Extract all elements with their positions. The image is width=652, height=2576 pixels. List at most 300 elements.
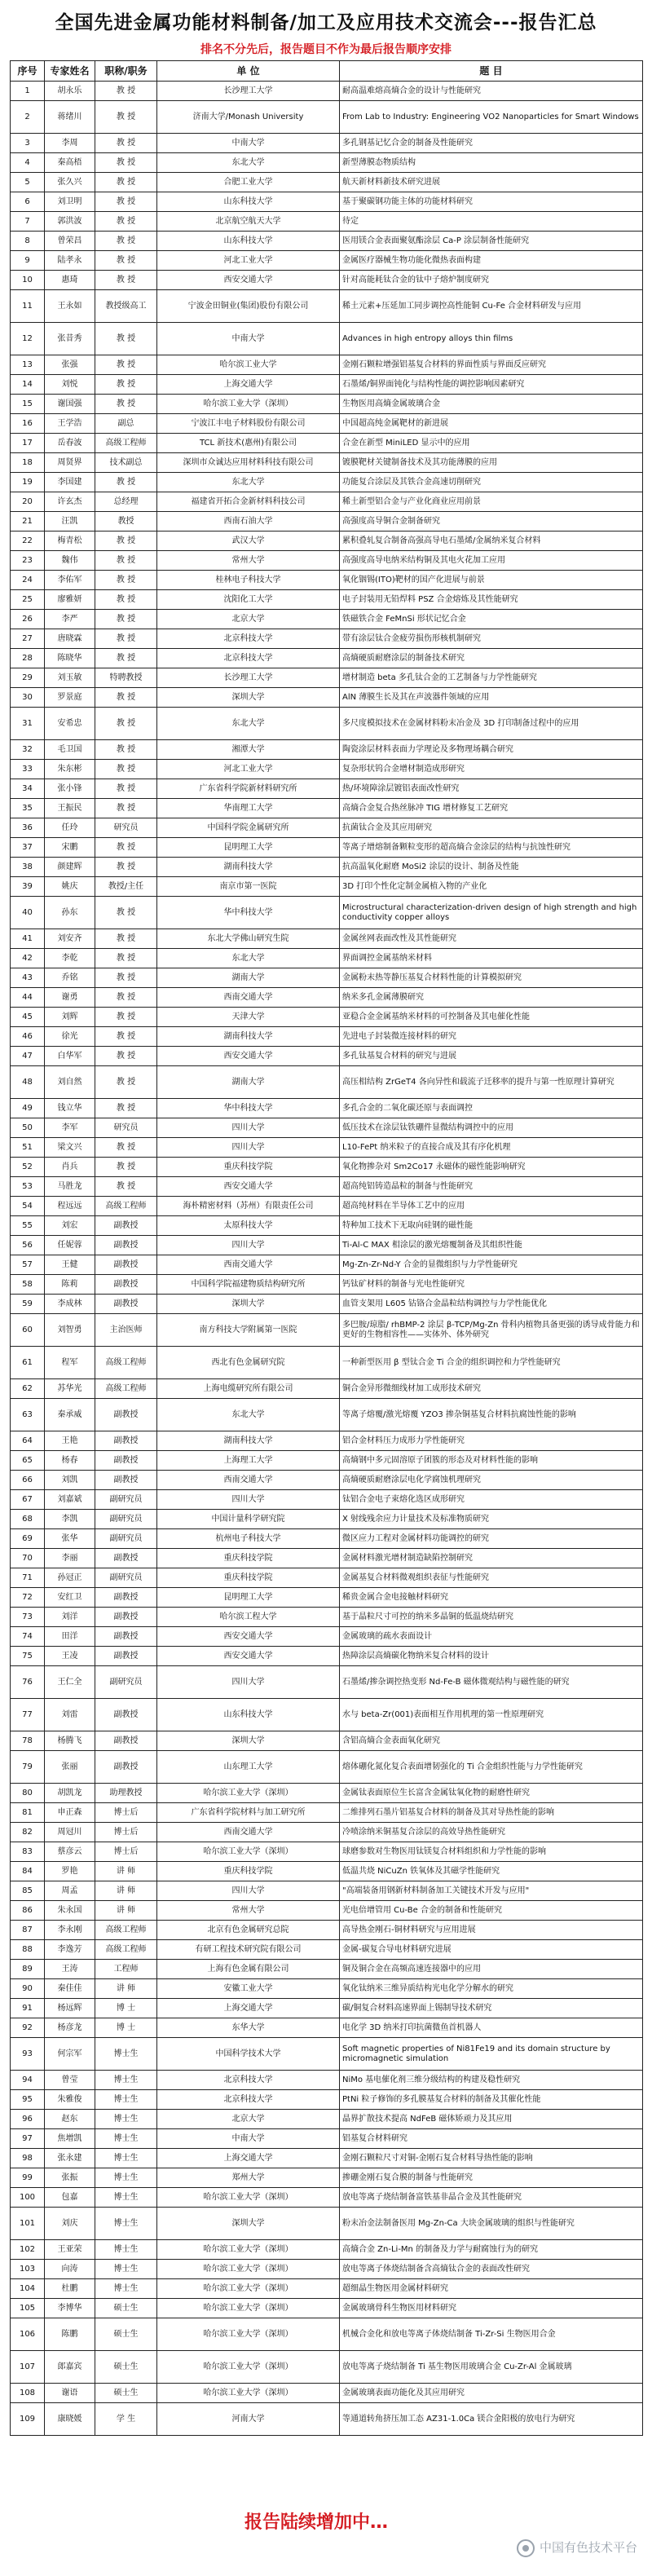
cell-unit: 哈尔滨工业大学（深圳） bbox=[157, 2279, 340, 2299]
cell-name: 陈莉 bbox=[45, 1275, 95, 1295]
cell-topic: 增材制造 beta 多孔钛合金的工艺制备与力学性能研究 bbox=[340, 668, 643, 688]
cell-name: 刘卫明 bbox=[45, 192, 95, 212]
cell-unit: 广东省科学院材料与加工研究所 bbox=[157, 1803, 340, 1823]
cell-no: 72 bbox=[11, 1588, 45, 1608]
cell-name: 王艳 bbox=[45, 1431, 95, 1451]
cell-name: 惠琦 bbox=[45, 271, 95, 290]
table-row bbox=[11, 2260, 643, 2279]
cell-title: 博士后 bbox=[95, 1823, 157, 1842]
cell-title: 教 授 bbox=[95, 532, 157, 551]
table-row bbox=[11, 434, 643, 453]
cell-title: 讲 师 bbox=[95, 1979, 157, 1999]
cell-unit: 上海交通大学 bbox=[157, 1999, 340, 2018]
cell-unit: 东华大学 bbox=[157, 2018, 340, 2038]
cell-title: 硕士生 bbox=[95, 2318, 157, 2351]
cell-no: 45 bbox=[11, 1008, 45, 1027]
cell-no: 12 bbox=[11, 323, 45, 355]
page-subtitle: 排名不分先后，报告题目不作为最后报告顺序安排 bbox=[200, 43, 452, 56]
table-row bbox=[11, 290, 643, 323]
cell-title: 总经理 bbox=[95, 492, 157, 512]
cell-unit: 湘潭大学 bbox=[157, 740, 340, 760]
cell-unit: 山东理工大学 bbox=[157, 1751, 340, 1784]
cell-title: 博 士 bbox=[95, 2018, 157, 2038]
cell-name: 毛卫国 bbox=[45, 740, 95, 760]
cell-name: 焦增凯 bbox=[45, 2129, 95, 2149]
cell-unit: 南京市第一医院 bbox=[157, 877, 340, 897]
cell-no: 74 bbox=[11, 1627, 45, 1647]
table-row bbox=[11, 629, 643, 649]
cell-no: 10 bbox=[11, 271, 45, 290]
cell-unit: 四川大学 bbox=[157, 1236, 340, 1255]
cell-unit: 哈尔滨工业大学（深圳） bbox=[157, 2318, 340, 2351]
cell-title: 教 授 bbox=[95, 153, 157, 173]
cell-topic: 热/环境障涂层镀铝表面改性研究 bbox=[340, 779, 643, 799]
cell-topic: 合金在新型 MiniLED 显示中的应用 bbox=[340, 434, 643, 453]
cell-title: 副研究员 bbox=[95, 1568, 157, 1588]
cell-name: 秦高梧 bbox=[45, 153, 95, 173]
cell-topic: From Lab to Industry: Engineering VO2 Nanoparticles for Smart Windows bbox=[340, 101, 643, 134]
cell-no: 108 bbox=[11, 2384, 45, 2403]
cell-no: 106 bbox=[11, 2318, 45, 2351]
cell-no: 101 bbox=[11, 2208, 45, 2240]
table-row bbox=[11, 414, 643, 434]
header-no: 序号 bbox=[11, 61, 45, 82]
cell-unit: 北京有色金属研究总院 bbox=[157, 1921, 340, 1940]
table-row bbox=[11, 1275, 643, 1295]
cell-no: 29 bbox=[11, 668, 45, 688]
cell-name: 周冠川 bbox=[45, 1823, 95, 1842]
cell-name: 包嘉 bbox=[45, 2188, 95, 2208]
cell-topic: Soft magnetic properties of Ni81Fe19 and its domain structure by micromagnetic simulation bbox=[340, 2038, 643, 2071]
cell-unit: 天津大学 bbox=[157, 1008, 340, 1027]
table-row bbox=[11, 1568, 643, 1588]
table-row bbox=[11, 473, 643, 492]
cell-unit: 哈尔滨工业大学（深圳） bbox=[157, 1842, 340, 1862]
cell-name: 李成林 bbox=[45, 1295, 95, 1314]
cell-unit: 安徽工业大学 bbox=[157, 1979, 340, 1999]
footer-note: 报告陆续增加中… bbox=[244, 2512, 388, 2533]
cell-unit: 重庆科技学院 bbox=[157, 1549, 340, 1568]
table-row bbox=[11, 2090, 643, 2110]
cell-name: 李丽 bbox=[45, 1549, 95, 1568]
cell-title: 教 授 bbox=[95, 355, 157, 375]
cell-name: 陆孝永 bbox=[45, 251, 95, 271]
cell-name: 朱东彬 bbox=[45, 760, 95, 779]
cell-name: 魏伟 bbox=[45, 551, 95, 571]
table-row bbox=[11, 1216, 643, 1236]
table-row bbox=[11, 1177, 643, 1197]
cell-topic: 高熵硬质耐磨涂层电化学腐蚀机理研究 bbox=[340, 1471, 643, 1490]
cell-title: 研究员 bbox=[95, 1118, 157, 1138]
table-row bbox=[11, 1158, 643, 1177]
cell-topic: 高熵硬质耐磨涂层的制备技术研究 bbox=[340, 649, 643, 668]
cell-title: 博士生 bbox=[95, 2090, 157, 2110]
cell-name: 李佑军 bbox=[45, 571, 95, 590]
table-row bbox=[11, 590, 643, 610]
cell-unit: 哈尔滨工业大学（深圳） bbox=[157, 2299, 340, 2318]
cell-title: 博 士 bbox=[95, 1999, 157, 2018]
cell-name: 岳春波 bbox=[45, 434, 95, 453]
cell-topic: 超高纯材料在半导体工艺中的应用 bbox=[340, 1197, 643, 1216]
cell-unit: 四川大学 bbox=[157, 1881, 340, 1901]
cell-unit: 北京大学 bbox=[157, 2110, 340, 2129]
cell-title: 教 授 bbox=[95, 271, 157, 290]
cell-topic: 金属-碳复合导电材料研究进展 bbox=[340, 1940, 643, 1960]
cell-name: 张久兴 bbox=[45, 173, 95, 192]
cell-no: 22 bbox=[11, 532, 45, 551]
cell-no: 99 bbox=[11, 2168, 45, 2188]
cell-no: 83 bbox=[11, 1842, 45, 1862]
cell-no: 36 bbox=[11, 818, 45, 838]
cell-unit: 东北大学 bbox=[157, 949, 340, 968]
table-row bbox=[11, 153, 643, 173]
table-row bbox=[11, 1431, 643, 1451]
cell-name: 秦佳佳 bbox=[45, 1979, 95, 1999]
cell-topic: 中国超高纯金属靶材的新进展 bbox=[340, 414, 643, 434]
cell-no: 70 bbox=[11, 1549, 45, 1568]
cell-no: 19 bbox=[11, 473, 45, 492]
cell-unit: 北京科技大学 bbox=[157, 629, 340, 649]
cell-topic: 粉末冶金法制备医用 Mg-Zn-Ca 大块金属玻璃的组织与性能研究 bbox=[340, 2208, 643, 2240]
table-row bbox=[11, 1138, 643, 1158]
cell-topic: 先进电子封装微连接材料的研究 bbox=[340, 1027, 643, 1047]
cell-name: 陈晓华 bbox=[45, 649, 95, 668]
cell-topic: 铝合金材料压力成形力学性能研究 bbox=[340, 1431, 643, 1451]
cell-topic: 针对高能耗钛合金的钛中子熔炉制度研究 bbox=[340, 271, 643, 290]
cell-title: 教 授 bbox=[95, 590, 157, 610]
table-row bbox=[11, 968, 643, 988]
table-row bbox=[11, 2299, 643, 2318]
cell-title: 副教授 bbox=[95, 1275, 157, 1295]
cell-unit: 重庆科技学院 bbox=[157, 1568, 340, 1588]
cell-name: 谢语 bbox=[45, 2384, 95, 2403]
cell-no: 28 bbox=[11, 649, 45, 668]
table-row bbox=[11, 929, 643, 949]
cell-unit: 上海交通大学 bbox=[157, 2149, 340, 2168]
cell-title: 教 授 bbox=[95, 760, 157, 779]
cell-topic: 陶瓷涂层材料表面力学理论及多物理场耦合研究 bbox=[340, 740, 643, 760]
cell-topic: 等离子熔覆/激光熔覆 YZO3 掺杂铜基复合材料抗腐蚀性能的影响 bbox=[340, 1399, 643, 1431]
cell-title: 副教授 bbox=[95, 1627, 157, 1647]
cell-no: 89 bbox=[11, 1960, 45, 1979]
cell-unit: 中南大学 bbox=[157, 323, 340, 355]
cell-title: 讲 师 bbox=[95, 1901, 157, 1921]
cell-name: 廖雅妍 bbox=[45, 590, 95, 610]
cell-title: 高级工程师 bbox=[95, 1347, 157, 1379]
table-row bbox=[11, 1921, 643, 1940]
cell-no: 66 bbox=[11, 1471, 45, 1490]
cell-topic: 水与 beta-Zr(001)表面相互作用机理的第一性原理研究 bbox=[340, 1699, 643, 1731]
cell-name: 曾莹 bbox=[45, 2071, 95, 2090]
cell-no: 94 bbox=[11, 2071, 45, 2090]
cell-title: 教 授 bbox=[95, 1047, 157, 1066]
cell-no: 7 bbox=[11, 212, 45, 232]
cell-topic: 石墨烯/掺杂调控热变形 Nd-Fe-B 磁体微观结构与磁性能的研究 bbox=[340, 1666, 643, 1699]
cell-topic: 微区应力工程对金属材料功能调控的研究 bbox=[340, 1529, 643, 1549]
report-table bbox=[10, 60, 643, 2436]
table-row bbox=[11, 1803, 643, 1823]
table-row bbox=[11, 192, 643, 212]
table-row bbox=[11, 212, 643, 232]
table-row bbox=[11, 1118, 643, 1138]
cell-unit: 昆明理工大学 bbox=[157, 1588, 340, 1608]
cell-title: 教 授 bbox=[95, 551, 157, 571]
report-page bbox=[10, 7, 642, 2436]
cell-title: 教 授 bbox=[95, 929, 157, 949]
table-row bbox=[11, 988, 643, 1008]
cell-name: 王亚荣 bbox=[45, 2240, 95, 2260]
cell-title: 教 授 bbox=[95, 629, 157, 649]
cell-topic: 球磨参数对生物医用钛镁复合材料组织和力学性能的影响 bbox=[340, 1842, 643, 1862]
cell-no: 49 bbox=[11, 1099, 45, 1118]
cell-topic: 晶界扩散技术提高 NdFeB 磁体矫顽力及其应用 bbox=[340, 2110, 643, 2129]
cell-title: 教授 bbox=[95, 512, 157, 532]
cell-name: 王涛 bbox=[45, 1960, 95, 1979]
table-row bbox=[11, 1399, 643, 1431]
cell-name: 李博华 bbox=[45, 2299, 95, 2318]
cell-title: 教 授 bbox=[95, 949, 157, 968]
cell-name: 汪凯 bbox=[45, 512, 95, 532]
cell-topic: 特种加工技术下无取向硅钢的磁性能 bbox=[340, 1216, 643, 1236]
cell-name: 程军 bbox=[45, 1347, 95, 1379]
table-body bbox=[11, 82, 643, 2436]
cell-name: 杨春 bbox=[45, 1451, 95, 1471]
table-row bbox=[11, 1099, 643, 1118]
cell-title: 教 授 bbox=[95, 101, 157, 134]
table-row bbox=[11, 1347, 643, 1379]
cell-name: 白华军 bbox=[45, 1047, 95, 1066]
cell-topic: 铜合金异形微细线材加工成形技术研究 bbox=[340, 1379, 643, 1399]
cell-title: 教 授 bbox=[95, 838, 157, 858]
cell-name: 朱永国 bbox=[45, 1901, 95, 1921]
cell-unit: 上海电缆研究所有限公司 bbox=[157, 1379, 340, 1399]
cell-topic: X 射线残余应力计量技术及标准物质研究 bbox=[340, 1510, 643, 1529]
cell-unit: 南方科技大学附属第一医院 bbox=[157, 1314, 340, 1347]
cell-unit: 海朴精密材料（苏州）有限责任公司 bbox=[157, 1197, 340, 1216]
cell-unit: 中国科学技术大学 bbox=[157, 2038, 340, 2071]
cell-no: 86 bbox=[11, 1901, 45, 1921]
cell-no: 52 bbox=[11, 1158, 45, 1177]
cell-name: 孙东 bbox=[45, 897, 95, 929]
cell-no: 69 bbox=[11, 1529, 45, 1549]
table-row bbox=[11, 355, 643, 375]
cell-title: 硕士生 bbox=[95, 2299, 157, 2318]
table-row bbox=[11, 2240, 643, 2260]
cell-unit: 太原科技大学 bbox=[157, 1216, 340, 1236]
cell-title: 副研究员 bbox=[95, 1529, 157, 1549]
cell-title: 教 授 bbox=[95, 610, 157, 629]
cell-no: 39 bbox=[11, 877, 45, 897]
cell-no: 61 bbox=[11, 1347, 45, 1379]
cell-title: 教 授 bbox=[95, 799, 157, 818]
cell-topic: 高强度高导铜合金制备研究 bbox=[340, 512, 643, 532]
cell-topic: 医用镁合金表面聚氨酯涂层 Ca-P 涂层制备性能研究 bbox=[340, 232, 643, 251]
cell-name: 乔铭 bbox=[45, 968, 95, 988]
table-row bbox=[11, 688, 643, 708]
cell-no: 60 bbox=[11, 1314, 45, 1347]
cell-unit: 西安交通大学 bbox=[157, 1647, 340, 1666]
table-row bbox=[11, 1784, 643, 1803]
cell-unit: TCL 新技术(惠州)有限公司 bbox=[157, 434, 340, 453]
cell-no: 23 bbox=[11, 551, 45, 571]
cell-unit: 湖南科技大学 bbox=[157, 1431, 340, 1451]
cell-no: 90 bbox=[11, 1979, 45, 1999]
cell-unit: 哈尔滨工业大学（深圳） bbox=[157, 2384, 340, 2403]
cell-topic: 氧化钛纳米三维异质结构光电化学分解水的研究 bbox=[340, 1979, 643, 1999]
cell-title: 教 授 bbox=[95, 1138, 157, 1158]
table-row bbox=[11, 858, 643, 877]
cell-unit: 济南大学/Monash University bbox=[157, 101, 340, 134]
cell-no: 98 bbox=[11, 2149, 45, 2168]
cell-no: 102 bbox=[11, 2240, 45, 2260]
cell-title: 副教授 bbox=[95, 1751, 157, 1784]
table-row bbox=[11, 375, 643, 395]
cell-no: 59 bbox=[11, 1295, 45, 1314]
cell-topic: Mg-Zn-Zr-Nd-Y 合金的显微组织与力学性能研究 bbox=[340, 1255, 643, 1275]
cell-name: 李军 bbox=[45, 1118, 95, 1138]
cell-topic: 基于聚碳钢功能主体的功能材料研究 bbox=[340, 192, 643, 212]
cell-name: 杨远辉 bbox=[45, 1999, 95, 2018]
cell-topic: 一种新型医用 β 型钛合金 Ti 合金的组织调控和力学性能研究 bbox=[340, 1347, 643, 1379]
table-row bbox=[11, 2403, 643, 2436]
cell-topic: 金属玻璃骨科生物医用材料研究 bbox=[340, 2299, 643, 2318]
cell-no: 91 bbox=[11, 1999, 45, 2018]
cell-name: 宋鹏 bbox=[45, 838, 95, 858]
cell-name: 赵东 bbox=[45, 2110, 95, 2129]
table-row bbox=[11, 1731, 643, 1751]
table-row bbox=[11, 799, 643, 818]
cell-topic: 石墨烯/铜界面钝化与结构性能的调控影响因素研究 bbox=[340, 375, 643, 395]
table-row bbox=[11, 2279, 643, 2299]
table-row bbox=[11, 2351, 643, 2384]
table-row bbox=[11, 1255, 643, 1275]
cell-name: 康晓媛 bbox=[45, 2403, 95, 2436]
cell-title: 教 授 bbox=[95, 740, 157, 760]
table-row bbox=[11, 1295, 643, 1314]
cell-no: 40 bbox=[11, 897, 45, 929]
cell-no: 48 bbox=[11, 1066, 45, 1099]
cell-name: 李乾 bbox=[45, 949, 95, 968]
cell-no: 4 bbox=[11, 153, 45, 173]
cell-topic: 3D 打印个性化定制金属植入物的产业化 bbox=[340, 877, 643, 897]
cell-no: 46 bbox=[11, 1027, 45, 1047]
table-row bbox=[11, 1647, 643, 1666]
cell-title: 博士生 bbox=[95, 2240, 157, 2260]
cell-no: 62 bbox=[11, 1379, 45, 1399]
table-row bbox=[11, 453, 643, 473]
cell-name: 谢勇 bbox=[45, 988, 95, 1008]
cell-no: 58 bbox=[11, 1275, 45, 1295]
cell-no: 33 bbox=[11, 760, 45, 779]
table-row bbox=[11, 760, 643, 779]
cell-no: 5 bbox=[11, 173, 45, 192]
cell-title: 副教授 bbox=[95, 1699, 157, 1731]
cell-no: 95 bbox=[11, 2090, 45, 2110]
cell-no: 80 bbox=[11, 1784, 45, 1803]
cell-unit: 哈尔滨工业大学 bbox=[157, 355, 340, 375]
cell-topic: 金属丝网表面改性及其性能研究 bbox=[340, 929, 643, 949]
cell-no: 43 bbox=[11, 968, 45, 988]
cell-no: 11 bbox=[11, 290, 45, 323]
table-row bbox=[11, 2168, 643, 2188]
cell-name: 李逸芳 bbox=[45, 1940, 95, 1960]
cell-name: 刘洋 bbox=[45, 1608, 95, 1627]
cell-name: 许玄杰 bbox=[45, 492, 95, 512]
cell-no: 1 bbox=[11, 82, 45, 101]
table-row bbox=[11, 818, 643, 838]
cell-no: 104 bbox=[11, 2279, 45, 2299]
cell-unit: 西安交通大学 bbox=[157, 1177, 340, 1197]
cell-topic: 金属玻璃的疏水表面设计 bbox=[340, 1627, 643, 1647]
table-row bbox=[11, 232, 643, 251]
cell-name: 张永建 bbox=[45, 2149, 95, 2168]
cell-no: 26 bbox=[11, 610, 45, 629]
cell-title: 博士生 bbox=[95, 2168, 157, 2188]
cell-unit: 西南交通大学 bbox=[157, 1823, 340, 1842]
cell-topic: 钛铝合金电子束熔化选区成形研究 bbox=[340, 1490, 643, 1510]
table-row bbox=[11, 1608, 643, 1627]
table-row bbox=[11, 897, 643, 929]
cell-name: 安希忠 bbox=[45, 708, 95, 740]
cell-unit: 哈尔滨工业大学（深圳） bbox=[157, 2351, 340, 2384]
cell-title: 教 授 bbox=[95, 192, 157, 212]
cell-no: 84 bbox=[11, 1862, 45, 1881]
cell-topic: Ti-Al-C MAX 相涂层的激光熔覆制备及其组织性能 bbox=[340, 1236, 643, 1255]
cell-topic: 铝基复合材料研究 bbox=[340, 2129, 643, 2149]
cell-title: 博士生 bbox=[95, 2129, 157, 2149]
cell-no: 109 bbox=[11, 2403, 45, 2436]
cell-topic: 稀土新型铝合金与产业化商业应用前景 bbox=[340, 492, 643, 512]
cell-no: 32 bbox=[11, 740, 45, 760]
cell-title: 副教授 bbox=[95, 1236, 157, 1255]
table-row bbox=[11, 134, 643, 153]
cell-unit: 上海理工大学 bbox=[157, 1451, 340, 1471]
cell-title: 特聘教授 bbox=[95, 668, 157, 688]
cell-topic: 复杂形状钨合金增材制造成形研究 bbox=[340, 760, 643, 779]
cell-unit: 常州大学 bbox=[157, 551, 340, 571]
cell-no: 9 bbox=[11, 251, 45, 271]
cell-no: 73 bbox=[11, 1608, 45, 1627]
cell-title: 教 授 bbox=[95, 134, 157, 153]
header-name: 专家姓名 bbox=[45, 61, 95, 82]
cell-topic: 铜及铜合金在高频高速连接器中的应用 bbox=[340, 1960, 643, 1979]
cell-title: 教 授 bbox=[95, 779, 157, 799]
watermark bbox=[517, 2535, 637, 2560]
cell-name: 罗艳 bbox=[45, 1862, 95, 1881]
cell-no: 35 bbox=[11, 799, 45, 818]
cell-title: 副研究员 bbox=[95, 1490, 157, 1510]
cell-unit: 哈尔滨工业大学（深圳） bbox=[157, 2260, 340, 2279]
cell-unit: 哈尔滨工业大学（深圳） bbox=[157, 1784, 340, 1803]
cell-name: 何宗军 bbox=[45, 2038, 95, 2071]
cell-title: 教 授 bbox=[95, 708, 157, 740]
table-row bbox=[11, 512, 643, 532]
cell-name: 马胜龙 bbox=[45, 1177, 95, 1197]
cell-name: 唐晓霖 bbox=[45, 629, 95, 649]
cell-topic: "高端装备用钢新材料制备加工关键技术开发与应用" bbox=[340, 1881, 643, 1901]
cell-unit: 有研工程技术研究院有限公司 bbox=[157, 1940, 340, 1960]
table-row bbox=[11, 1940, 643, 1960]
cell-no: 82 bbox=[11, 1823, 45, 1842]
cell-title: 教 授 bbox=[95, 375, 157, 395]
cell-name: 刘凯 bbox=[45, 1471, 95, 1490]
cell-topic: 镀膜靶材关键制备技术及其功能薄膜的应用 bbox=[340, 453, 643, 473]
cell-name: 申正森 bbox=[45, 1803, 95, 1823]
cell-unit: 湖南大学 bbox=[157, 968, 340, 988]
cell-title: 学 生 bbox=[95, 2403, 157, 2436]
cell-unit: 福建省开拓合金新材料科技公司 bbox=[157, 492, 340, 512]
table-row bbox=[11, 1510, 643, 1529]
